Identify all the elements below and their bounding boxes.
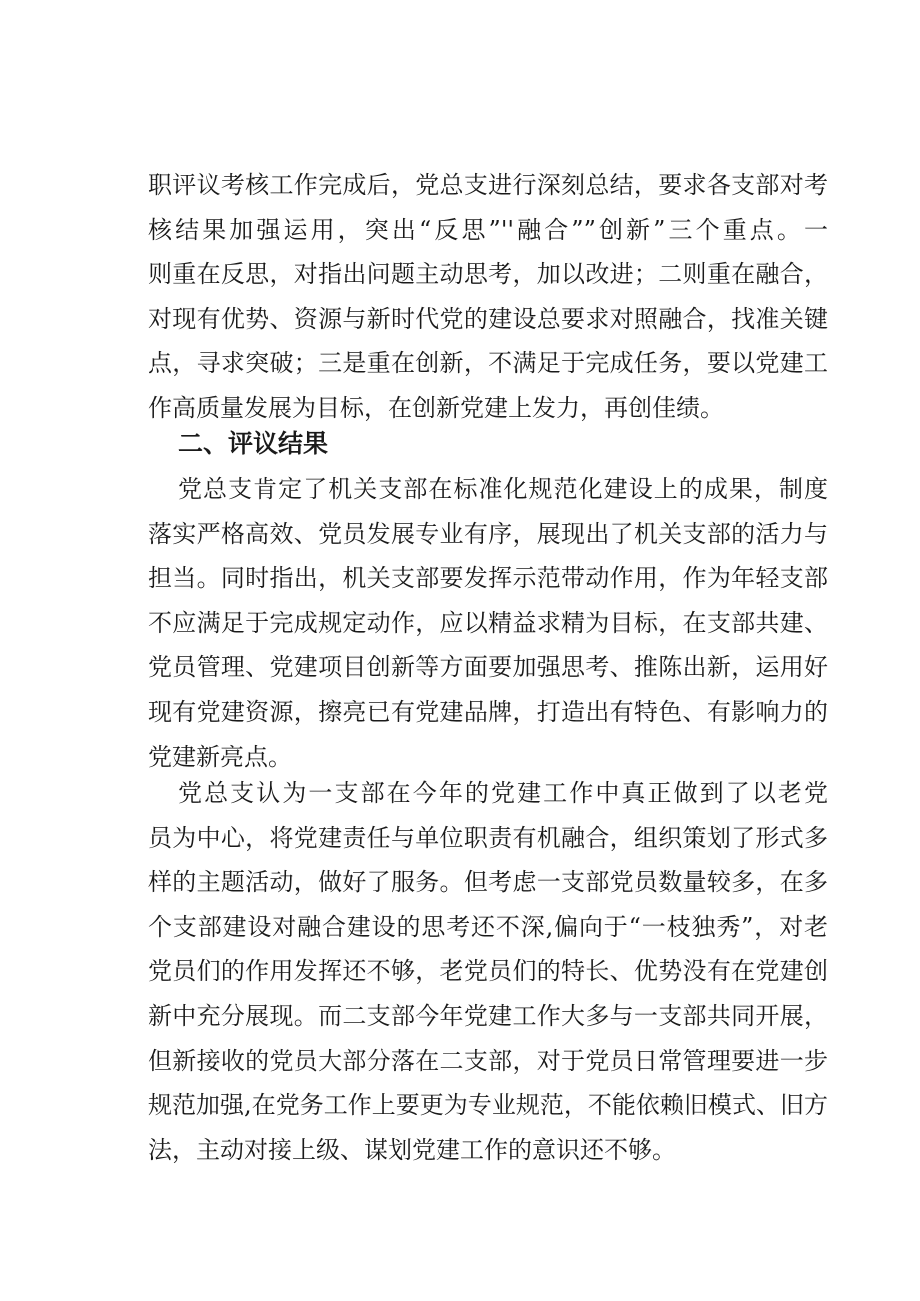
- section-heading: 二、评议结果: [178, 429, 329, 458]
- paragraph-line: 新中充分展现。而二支部今年党建工作大多与一支部共同开展，: [148, 1001, 828, 1030]
- paragraph-line: 则重在反思，对指出问题主动思考，加以改进；二则重在融合，: [148, 260, 828, 289]
- paragraph-line: 作高质量发展为目标，在创新党建上发力，再创佳绩。: [148, 393, 724, 422]
- paragraph-line: 但新接收的党员大部分落在二支部，对于党员日常管理要进一步: [148, 1046, 828, 1075]
- paragraph-line: 样的主题活动，做好了服务。但考虑一支部党员数量较多，在多: [148, 868, 828, 897]
- paragraph-line: 党员们的作用发挥还不够，老党员们的特长、优势没有在党建创: [148, 957, 828, 986]
- paragraph-line: 职评议考核工作完成后，党总支进行深刻总结，要求各支部对考: [148, 171, 828, 199]
- paragraph-2: [148, 467, 828, 779]
- paragraph-line: 对现有优势、资源与新时代党的建设总要求对照融合，找准关键: [148, 304, 828, 333]
- section-heading-block: [148, 422, 828, 467]
- paragraph-line: 党总支认为一支部在今年的党建工作中真正做到了以老党: [178, 779, 828, 807]
- paragraph-line: 现有党建资源，擦亮已有党建品牌，打造出有特色、有影响力的: [148, 697, 828, 726]
- paragraph-line: 规范加强,在党务工作上要更为专业规范，不能依赖旧模式、旧方: [148, 1091, 828, 1120]
- paragraph-line: 党总支肯定了机关支部在标准化规范化建设上的成果，制度: [178, 475, 828, 503]
- paragraph-line: 个支部建设对融合建设的思考还不深,偏向于“一枝独秀”，对老: [148, 912, 828, 941]
- paragraph-line: 核结果加强运用，突出“反思”''融合””创新”三个重点。一: [148, 215, 828, 244]
- paragraph-line: 落实严格高效、党员发展专业有序，展现出了机关支部的活力与: [148, 519, 828, 548]
- paragraph-line: 党建新亮点。: [148, 742, 292, 771]
- paragraph-3: [148, 771, 828, 1172]
- paragraph-line: 担当。同时指出，机关支部要发挥示范带动作用，作为年轻支部: [148, 564, 828, 593]
- paragraph-line: 点，寻求突破；三是重在创新，不满足于完成任务，要以党建工: [148, 349, 828, 378]
- paragraph-line: 不应满足于完成规定动作，应以精益求精为目标，在支部共建、: [148, 608, 828, 637]
- paragraph-line: 法，主动对接上级、谋划党建工作的意识还不够。: [148, 1135, 676, 1164]
- paragraph-line: 员为中心，将党建责任与单位职责有机融合，组织策划了形式多: [148, 823, 828, 852]
- paragraph-1: [148, 163, 828, 431]
- paragraph-line: 党员管理、党建项目创新等方面要加强思考、推陈出新，运用好: [148, 653, 828, 682]
